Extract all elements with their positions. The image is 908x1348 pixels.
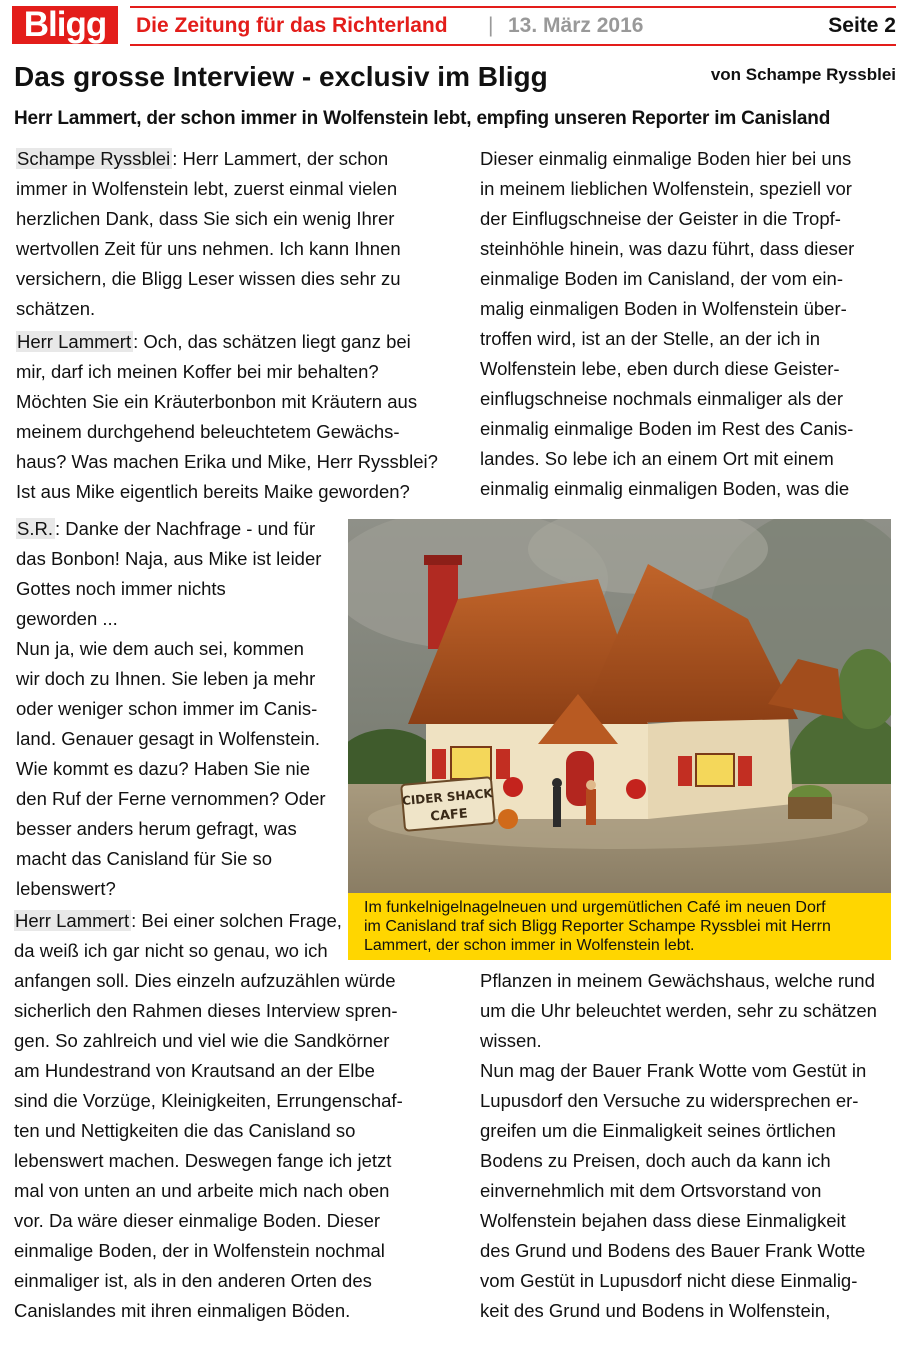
caption-line: im Canisland traf sich Bligg Reporter Schampe Ryssblei mit Herrn xyxy=(364,918,831,935)
text-line: des Grund und Bodens des Bauer Frank Wotte xyxy=(480,1240,866,1261)
text-line: um die Uhr beleuchtet werden, sehr zu schätzen xyxy=(480,1000,877,1021)
masthead-rule-top xyxy=(130,6,896,8)
text-line: einmalig einmalige Boden im Rest des Canis- xyxy=(480,418,854,439)
text-line: vom Gestüt in Lupusdorf nicht diese Einmalig- xyxy=(480,1270,858,1291)
text-line: wir doch zu Ihnen. Sie leben ja mehr xyxy=(16,668,316,689)
text-line: schätzen. xyxy=(16,298,96,319)
text-line: : Herr Lammert, der schon xyxy=(172,148,389,169)
text-line: keit des Grund und Bodens in Wolfenstein, xyxy=(480,1300,831,1321)
text-line: einvernehmlich mit dem Ortsvorstand von xyxy=(480,1180,822,1201)
text-line: da weiß ich gar nicht so genau, wo ich xyxy=(14,940,328,961)
text-line: einmalige Boden, der in Wolfenstein nochmal xyxy=(14,1240,385,1261)
text-line: troffen wird, ist an der Stelle, an der ich in xyxy=(480,328,821,349)
text-line: Bodens zu Preisen, doch auch da kann ich xyxy=(480,1150,831,1171)
issue-date: 13. März 2016 xyxy=(508,14,644,37)
column-left-bottom xyxy=(14,906,403,1326)
sign-text-line1: CIDER SHACK xyxy=(401,786,494,808)
text-line: oder weniger schon immer im Canis- xyxy=(16,698,318,719)
text-line: in meinem lieblichen Wolfenstein, speziell vor xyxy=(480,178,852,199)
text-line: macht das Canisland für Sie so xyxy=(16,848,273,869)
question-paragraph xyxy=(16,514,326,904)
article-photo xyxy=(348,519,891,893)
text-line: der Einflugschneise der Geister in die Tropf- xyxy=(480,208,841,229)
caption-line: Im funkelnigelnagelneuen und urgemütlichen Café im neuen Dorf xyxy=(364,899,826,916)
text-line: : Och, das schätzen liegt ganz bei xyxy=(133,331,411,352)
text-line: sicherlich den Rahmen dieses Interview spren- xyxy=(14,1000,398,1021)
text-line: gen. So zahlreich und viel wie die Sandkörner xyxy=(14,1030,390,1051)
text-line: versichern, die Bligg Leser wissen dies sehr zu xyxy=(16,268,401,289)
speaker-label: Herr Lammert xyxy=(15,910,130,931)
column-left-top xyxy=(16,144,438,507)
text-line: am Hundestrand von Krautsand an der Elbe xyxy=(14,1060,375,1081)
answer-paragraph xyxy=(14,906,403,1326)
text-line: Pflanzen in meinem Gewächshaus, welche rund xyxy=(480,970,875,991)
text-line: mir, darf ich meinen Koffer bei mir behalten? xyxy=(16,361,379,382)
text-line: lebenswert? xyxy=(16,878,116,899)
text-line: lebenswert machen. Deswegen fange ich jetzt xyxy=(14,1150,392,1171)
masthead-rule-bottom xyxy=(130,44,896,46)
text-line: besser anders herum gefragt, was xyxy=(16,818,297,839)
text-line: sind die Vorzüge, Kleinigkeiten, Errungenschaf- xyxy=(14,1090,403,1111)
text-line: ten und Nettigkeiten die das Canisland so xyxy=(14,1120,356,1141)
text-line: herzlichen Dank, dass Sie sich ein wenig Ihrer xyxy=(16,208,395,229)
text-line: Dieser einmalig einmalige Boden hier bei uns xyxy=(480,148,852,169)
cafe-model-illustration xyxy=(348,519,891,893)
text-line: landes. So lebe ich an einem Ort mit einem xyxy=(480,448,834,469)
text-line: Canislandes mit ihren einmaligen Böden. xyxy=(14,1300,351,1321)
column-left-middle xyxy=(16,514,326,904)
text-line: das Bonbon! Naja, aus Mike ist leider xyxy=(16,548,322,569)
speaker-label: Schampe Ryssblei xyxy=(17,148,171,169)
text-line: meinem durchgehend beleuchtetem Gewächs- xyxy=(16,421,400,442)
caption-line: Lammert, der schon immer in Wolfenstein lebt. xyxy=(364,937,695,954)
answer-paragraph xyxy=(16,327,438,507)
text-line: Möchten Sie ein Kräuterbonbon mit Kräutern aus xyxy=(16,391,418,412)
text-line: : Bei einer solchen Frage, xyxy=(131,910,342,931)
sign-text-line2: CAFE xyxy=(429,806,469,825)
article-headline: Das grosse Interview - exclusiv im Bligg xyxy=(14,61,548,92)
text-line: einmalige Boden im Canisland, der vom ein- xyxy=(480,268,843,289)
text-line: einmalig einmalig einmaligen Boden, was die xyxy=(480,478,850,499)
text-line: Wie kommt es dazu? Haben Sie nie xyxy=(16,758,311,779)
page-number: Seite 2 xyxy=(828,14,896,37)
text-line: den Ruf der Ferne vernommen? Oder xyxy=(16,788,326,809)
text-line: Lupusdorf den Versuche zu widersprechen er- xyxy=(480,1090,859,1111)
text-line: einmaliger ist, als in den anderen Orten des xyxy=(14,1270,372,1291)
text-line: steinhöhle hinein, was dazu führt, dass dieser xyxy=(480,238,855,259)
text-line: Wolfenstein bejahen dass diese Einmaligkeit xyxy=(480,1210,846,1231)
text-line: wissen. xyxy=(480,1030,542,1051)
text-line: land. Genauer gesagt in Wolfenstein. xyxy=(16,728,321,749)
masthead xyxy=(12,6,896,46)
masthead-separator: | xyxy=(488,14,494,37)
text-line: malig einmaligen Boden in Wolfenstein über- xyxy=(480,298,847,319)
column-right-bottom xyxy=(480,966,877,1326)
answer-continuation xyxy=(480,966,877,1326)
masthead-tagline: Die Zeitung für das Richterland xyxy=(136,14,448,37)
newspaper-logo: Bligg xyxy=(12,6,118,44)
text-line: Ist aus Mike eigentlich bereits Maike geworden? xyxy=(16,481,410,502)
article-byline: von Schampe Ryssblei xyxy=(710,65,896,84)
text-line: Wolfenstein lebe, eben durch diese Geister- xyxy=(480,358,840,379)
speaker-label: S.R. xyxy=(17,518,53,539)
speaker-label: Herr Lammert xyxy=(17,331,132,352)
text-line: greifen um die Einmaligkeit seines örtlichen xyxy=(480,1120,836,1141)
photo-caption xyxy=(348,893,891,960)
text-line: wertvollen Zeit für uns nehmen. Ich kann Ihnen xyxy=(16,238,401,259)
text-line: Nun mag der Bauer Frank Wotte vom Gestüt in xyxy=(480,1060,867,1081)
text-line: mal von unten an und arbeite mich nach oben xyxy=(14,1180,390,1201)
text-line: einflugschneise nochmals einmaliger als der xyxy=(480,388,843,409)
text-line: anfangen soll. Dies einzeln aufzuzählen würde xyxy=(14,970,396,991)
answer-continuation xyxy=(480,144,854,504)
text-line: haus? Was machen Erika und Mike, Herr Ryssblei? xyxy=(16,451,438,472)
question-paragraph xyxy=(16,144,438,324)
article-subheadline: Herr Lammert, der schon immer in Wolfenstein lebt, empfing unseren Reporter im Canisland xyxy=(14,108,831,129)
column-right-top xyxy=(480,144,854,504)
text-line: : Danke der Nachfrage - und für xyxy=(54,518,316,539)
text-line: Gottes noch immer nichts xyxy=(16,578,226,599)
text-line: Nun ja, wie dem auch sei, kommen xyxy=(16,638,304,659)
text-line: geworden ... xyxy=(16,608,118,629)
text-line: immer in Wolfenstein lebt, zuerst einmal vielen xyxy=(16,178,398,199)
text-line: vor. Da wäre dieser einmalige Boden. Dieser xyxy=(14,1210,381,1231)
